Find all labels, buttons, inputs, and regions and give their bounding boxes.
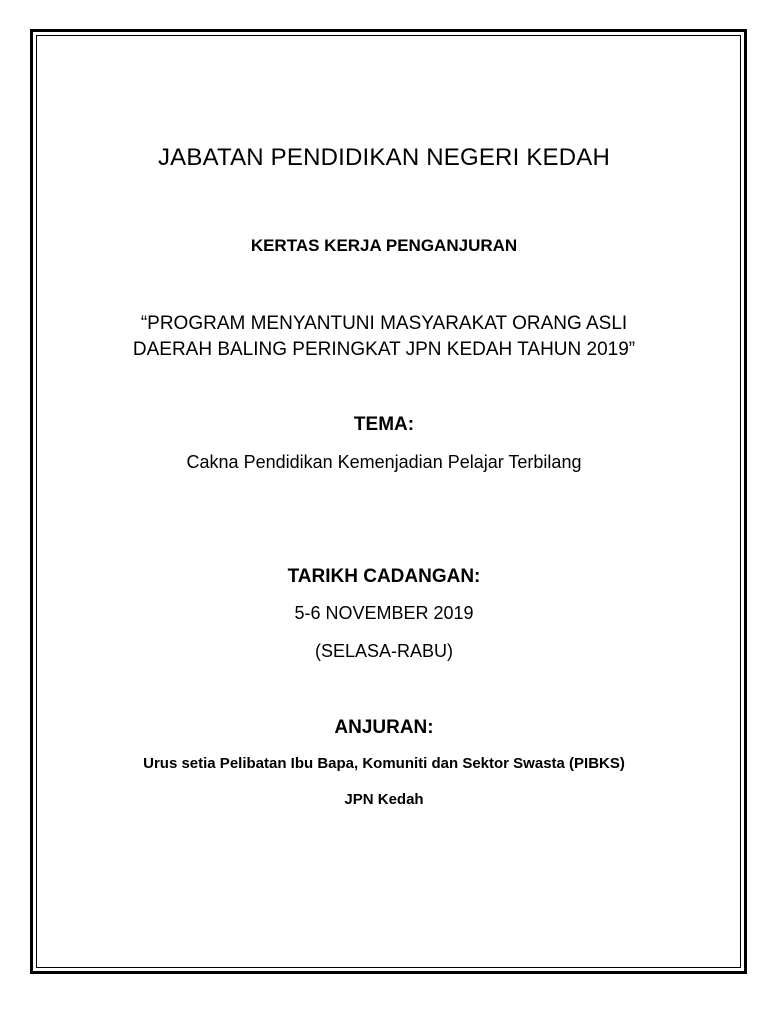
organizer-name: Urus setia Pelibatan Ibu Bapa, Komuniti dan Sektor Swasta (PIBKS) [143, 755, 625, 772]
document-type: KERTAS KERJA PENGANJURAN [250, 236, 518, 255]
theme-value: Cakna Pendidikan Kemenjadian Pelajar Terbilang [186, 452, 582, 472]
organizer-label: ANJURAN: [334, 717, 434, 738]
page-border-inner [36, 35, 741, 968]
program-title-line-1: “PROGRAM MENYANTUNI MASYARAKAT ORANG ASLI [140, 313, 628, 334]
proposed-date-label: TARIKH CADANGAN: [287, 566, 481, 587]
organizer-unit: JPN Kedah [344, 791, 424, 808]
program-title-line-2: DAERAH BALING PERINGKAT JPN KEDAH TAHUN 2019” [132, 339, 636, 360]
proposed-date-days: (SELASA-RABU) [314, 641, 454, 661]
proposed-date-value: 5-6 NOVEMBER 2019 [294, 603, 474, 623]
theme-label: TEMA: [353, 414, 415, 435]
organization-title: JABATAN PENDIDIKAN NEGERI KEDAH [157, 144, 611, 171]
